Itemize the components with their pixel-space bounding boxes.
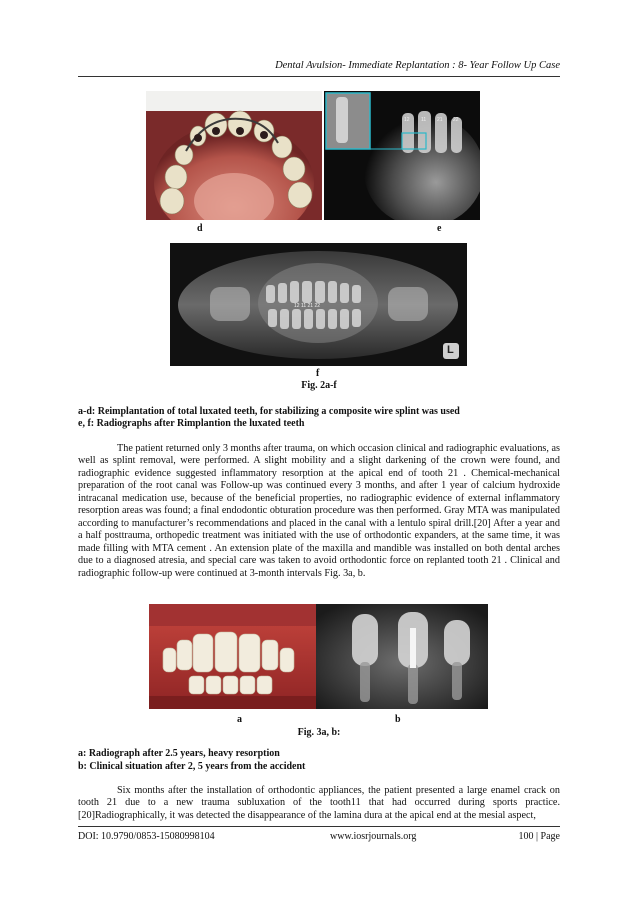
footer-website-link[interactable]: www.iosrjournals.org (330, 831, 417, 842)
figure-2d-clinical-photo (146, 91, 322, 220)
figure-2-legend-line-2: e, f: Radiographs after Rimplantion the luxated teeth (78, 418, 305, 429)
pano-side-badge: L (447, 344, 454, 356)
xray-tooth-number-21: 21 (437, 117, 443, 123)
footer-rule (78, 826, 560, 827)
xray-tooth-number-11: 11 (421, 117, 427, 123)
figure-3a-clinical-photo (149, 604, 316, 709)
figure-3-legend-line-2: b: Clinical situation after 2, 5 years from the accident (78, 761, 306, 772)
running-header: Dental Avulsion- Immediate Replantation : 8- Year Follow Up Case (275, 60, 560, 71)
figure-3a-label: a (237, 714, 242, 725)
figure-3b-radiograph (316, 604, 488, 709)
header-rule (78, 76, 560, 77)
periapical-xray-3b-drawing (316, 604, 488, 709)
xray-tooth-number-12: 12 (404, 117, 410, 123)
xray-tooth-number-22: 22 (453, 117, 459, 123)
body-paragraph-1: The patient returned only 3 months after trauma, on which occasion clinical and radiographic evaluations, as well as splint removal, were performed. A slight mobility and a slight darkening of the crown were found, and radiographic evidence suggested inflammatory resorption at the apical end of tooth 21 . Chemical-mechanical preparation of the root canal was Follow-up was continued every 3 months, and after 1 year of calcium hydroxide intracanal medication use, because of the beneficial properties, no radiographic evidence of external inflammatory resorption areas was found; a final endodontic obturation procedure was then performed. Gray MTA was manipulated according to manufacturer’s recommendations and placed in the canal with a lentulo spiral drill.[20] After a year and a half posttrauma, orthopedic treatment was initiated with the use of orthodontic expanders, at the same time, it was made filling with MTA cement . An extension plate of the maxilla and mandible was installed on both dental arches due to a diagnosed atresia, and special care was taken to avoid orthodontic force on replanted tooth 21 . Clinical and radiographic follow-up were continued at 3-month intervals Fig. 3a, b. (78, 443, 560, 579)
body-paragraph-2: Six months after the installation of orthodontic appliances, the patient presented a large enamel crack on tooth 21 due to a new trauma subluxation of the tooth11 that had occurred during sports practice. [20]Radiographically, it was detected the disappearance of the lamina dura at the apical end at the mesial aspect, (78, 785, 560, 821)
footer-doi: DOI: 10.9790/0853-15080998104 (78, 831, 215, 842)
figure-2e-radiograph (324, 91, 480, 220)
pano-tooth-numbers: 12 11 21 22 (294, 303, 321, 309)
figure-2e-label: e (437, 223, 442, 234)
figure-3-caption: Fig. 3a, b: (297, 727, 341, 738)
figure-3b-label: b (395, 714, 401, 725)
figure-3-legend-line-1: a: Radiograph after 2.5 years, heavy resorption (78, 748, 280, 759)
figure-2-legend-line-1: a-d: Reimplantation of total luxated teeth, for stabilizing a composite wire splint was used (78, 406, 460, 417)
footer-page-number: 100 | Page (518, 831, 560, 842)
figure-2-caption: Fig. 2a-f (301, 380, 337, 391)
figure-2f-panoramic-radiograph (170, 243, 467, 366)
occlusal-photo-drawing (146, 91, 322, 220)
periapical-xray-drawing (324, 91, 480, 220)
smile-photo-drawing (149, 604, 316, 709)
figure-2d-label: d (197, 223, 203, 234)
figure-2f-label: f (316, 368, 320, 379)
